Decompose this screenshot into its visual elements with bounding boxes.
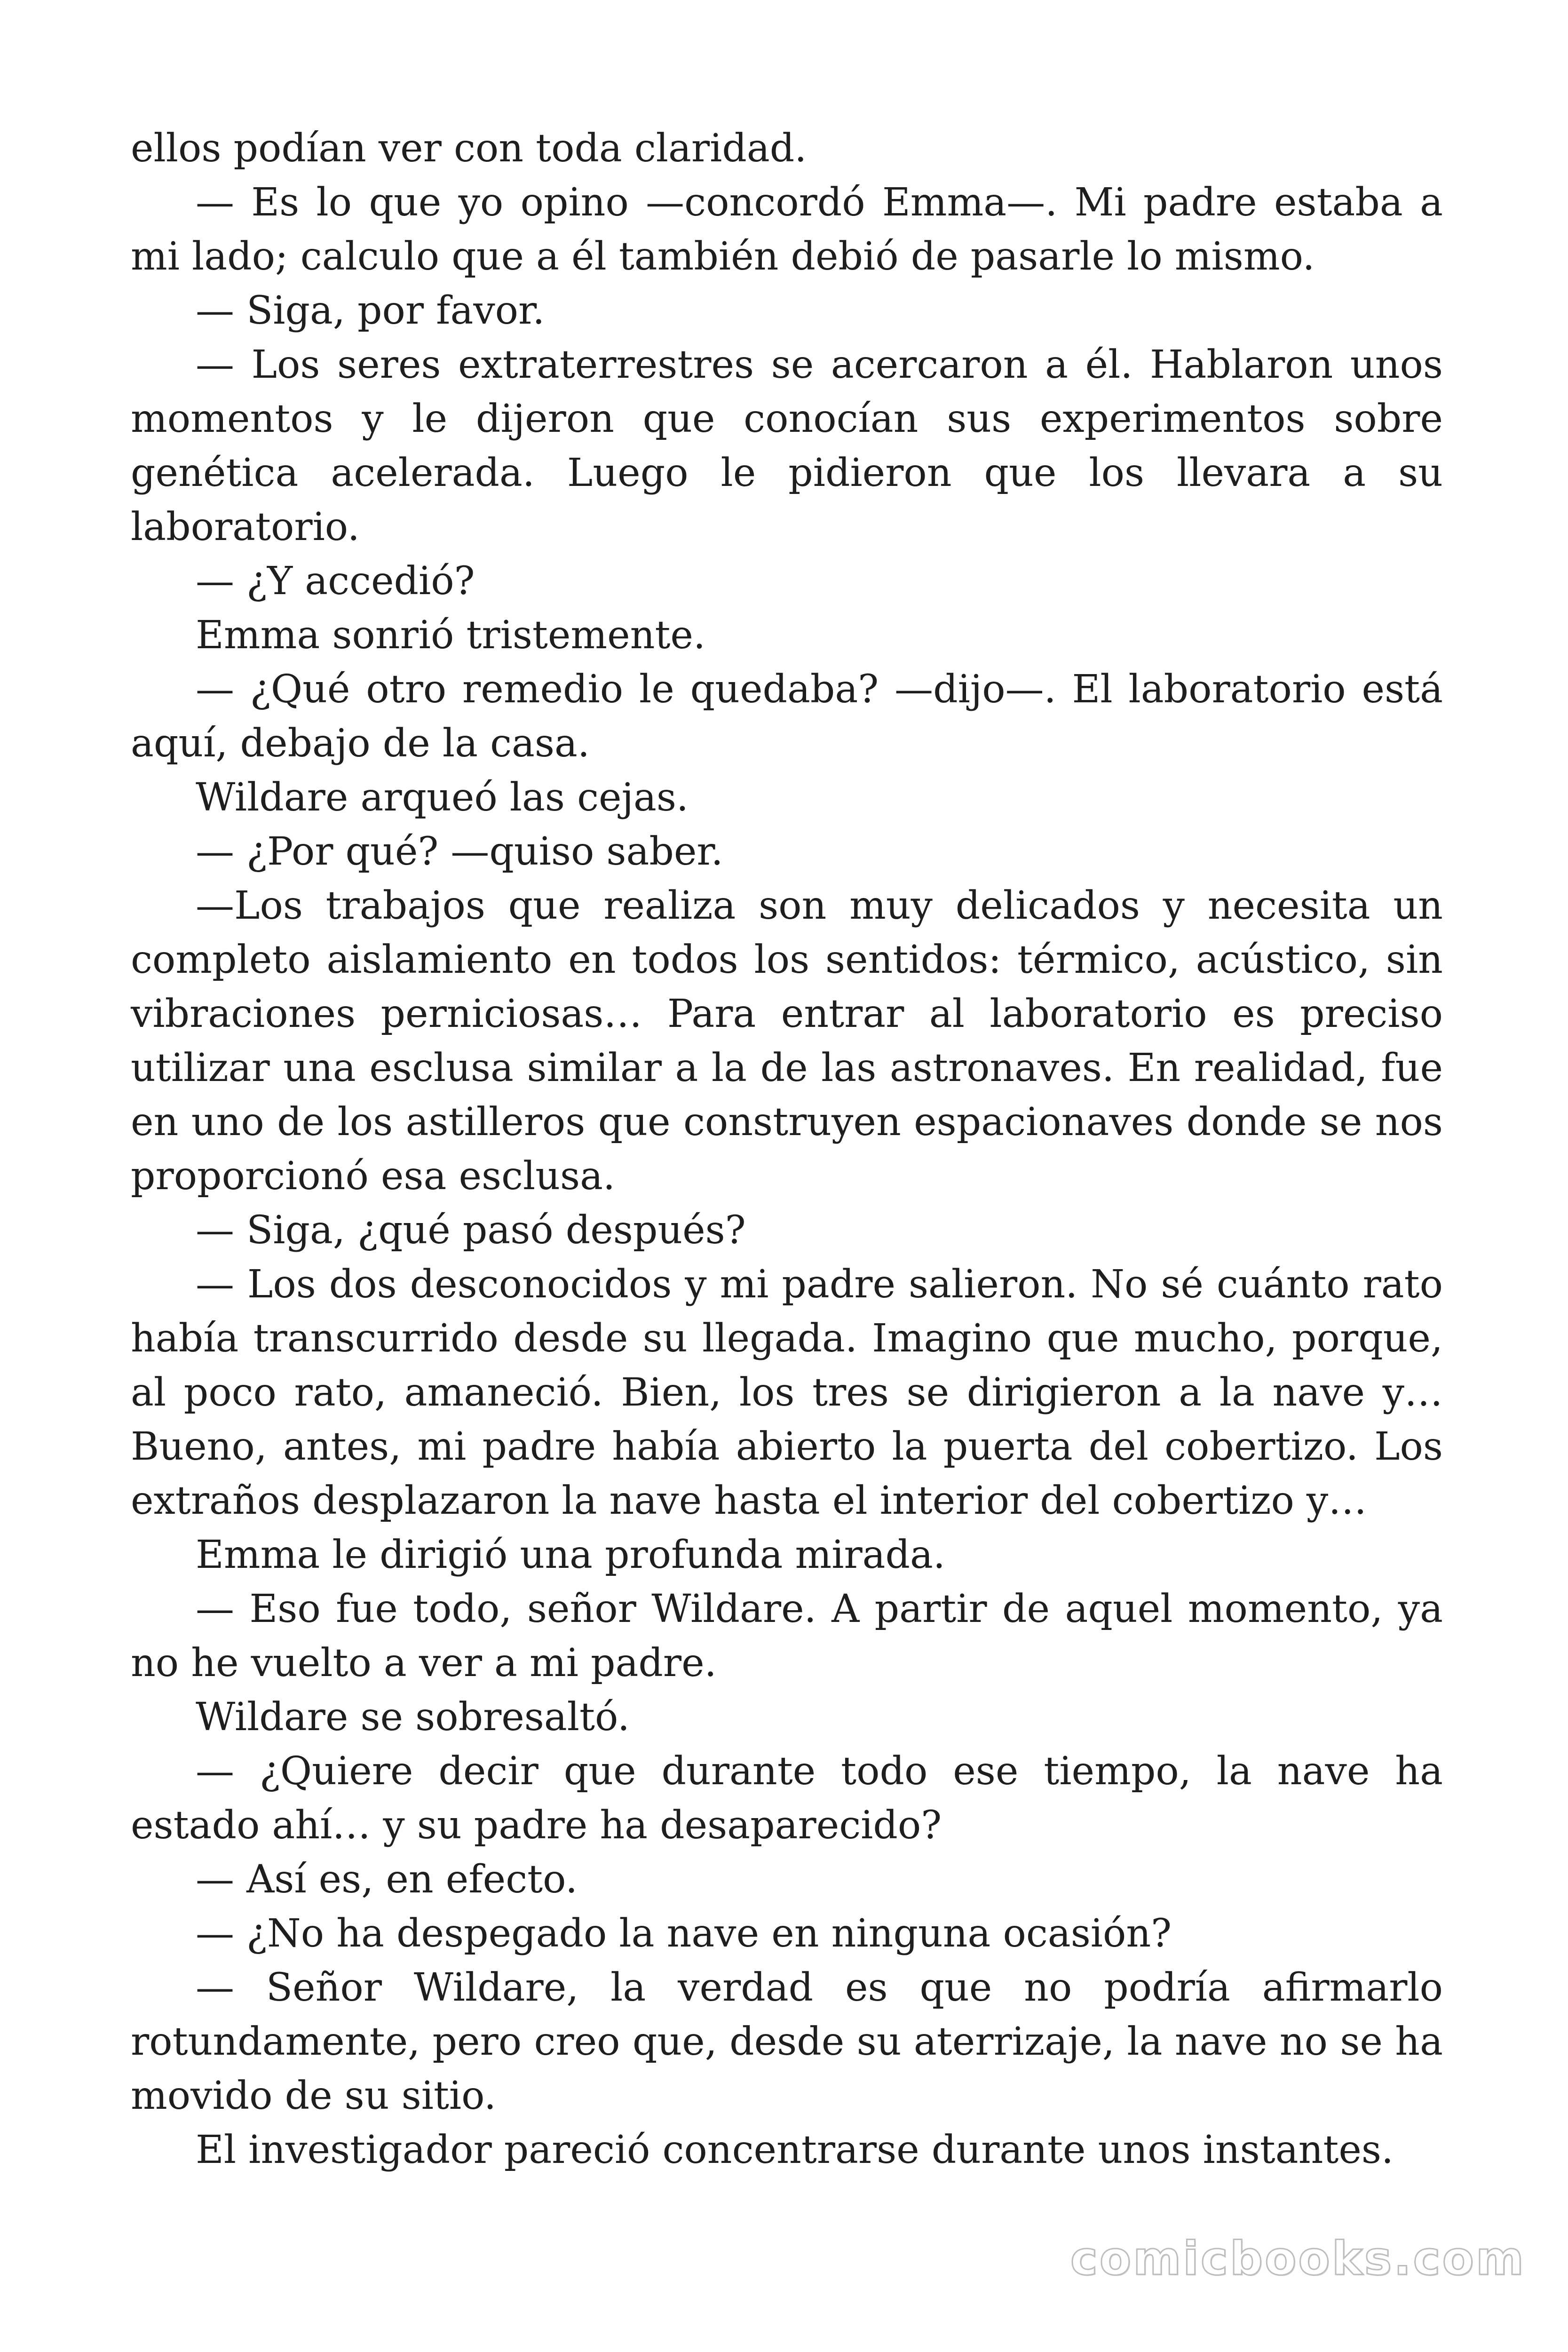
paragraph: — ¿Por qué? —quiso saber. [196,829,723,874]
paragraph: Emma le dirigió una profunda mirada. [196,1533,945,1577]
paragraph: — Los dos desconocidos y mi padre salieron. No sé cuánto rato había transcurrido desde su llegada. Imagino que mucho, porque, al poco rato, amaneció. Bien, los tres se dirigieron a la nave y… Bueno, antes, mi padre había abierto la puerta del cobertizo. Los extraños desplazaron la nave hasta el interior del cobertizo y… [131,1262,1443,1523]
paragraph: — Siga, por favor. [196,288,545,333]
paragraph: Emma sonrió tristemente. [196,613,706,658]
paragraph: — ¿No ha despegado la nave en ninguna ocasión? [196,1911,1172,1956]
paragraph: Wildare arqueó las cejas. [196,775,689,820]
paragraph: — Señor Wildare, la verdad es que no podría afirmarlo rotundamente, pero creo que, desde su aterrizaje, la nave no se ha movido de su sitio. [131,1965,1443,2118]
paragraph: — ¿Y accedió? [196,559,475,604]
paragraph: — Es lo que yo opino —concordó Emma—. Mi padre estaba a mi lado; calculo que a él también debió de pasarle lo mismo. [131,180,1443,279]
paragraph: — Siga, ¿qué pasó después? [196,1208,746,1253]
watermark: comicbooks.com [1070,2232,1526,2286]
paragraph: — ¿Quiere decir que durante todo ese tiempo, la nave ha estado ahí… y su padre ha desaparecido? [131,1749,1443,1848]
paragraph: — ¿Qué otro remedio le quedaba? —dijo—. El laboratorio está aquí, debajo de la casa. [131,667,1443,766]
paragraph: ellos podían ver con toda claridad. [131,126,807,171]
body-text [131,121,1443,2177]
paragraph: Wildare se sobresaltó. [196,1695,630,1740]
paragraph: El investigador pareció concentrarse durante unos instantes. [196,2128,1394,2172]
paragraph: — Eso fue todo, señor Wildare. A partir de aquel momento, ya no he vuelto a ver a mi padre. [131,1587,1443,1685]
paragraph: —Los trabajos que realiza son muy delicados y necesita un completo aislamiento en todos los sentidos: térmico, acústico, sin vibraciones perniciosas… Para entrar al laboratorio es preciso utilizar una esclusa similar a la de las astronaves. En realidad, fue en uno de los astilleros que construyen espacionaves donde se nos proporcionó esa esclusa. [131,883,1443,1199]
paragraph: — Los seres extraterrestres se acercaron a él. Hablaron unos momentos y le dijeron que conocían sus experimentos sobre genética acelerada. Luego le pidieron que los llevara a su laboratorio. [131,342,1443,549]
paragraph: — Así es, en efecto. [196,1857,578,1902]
